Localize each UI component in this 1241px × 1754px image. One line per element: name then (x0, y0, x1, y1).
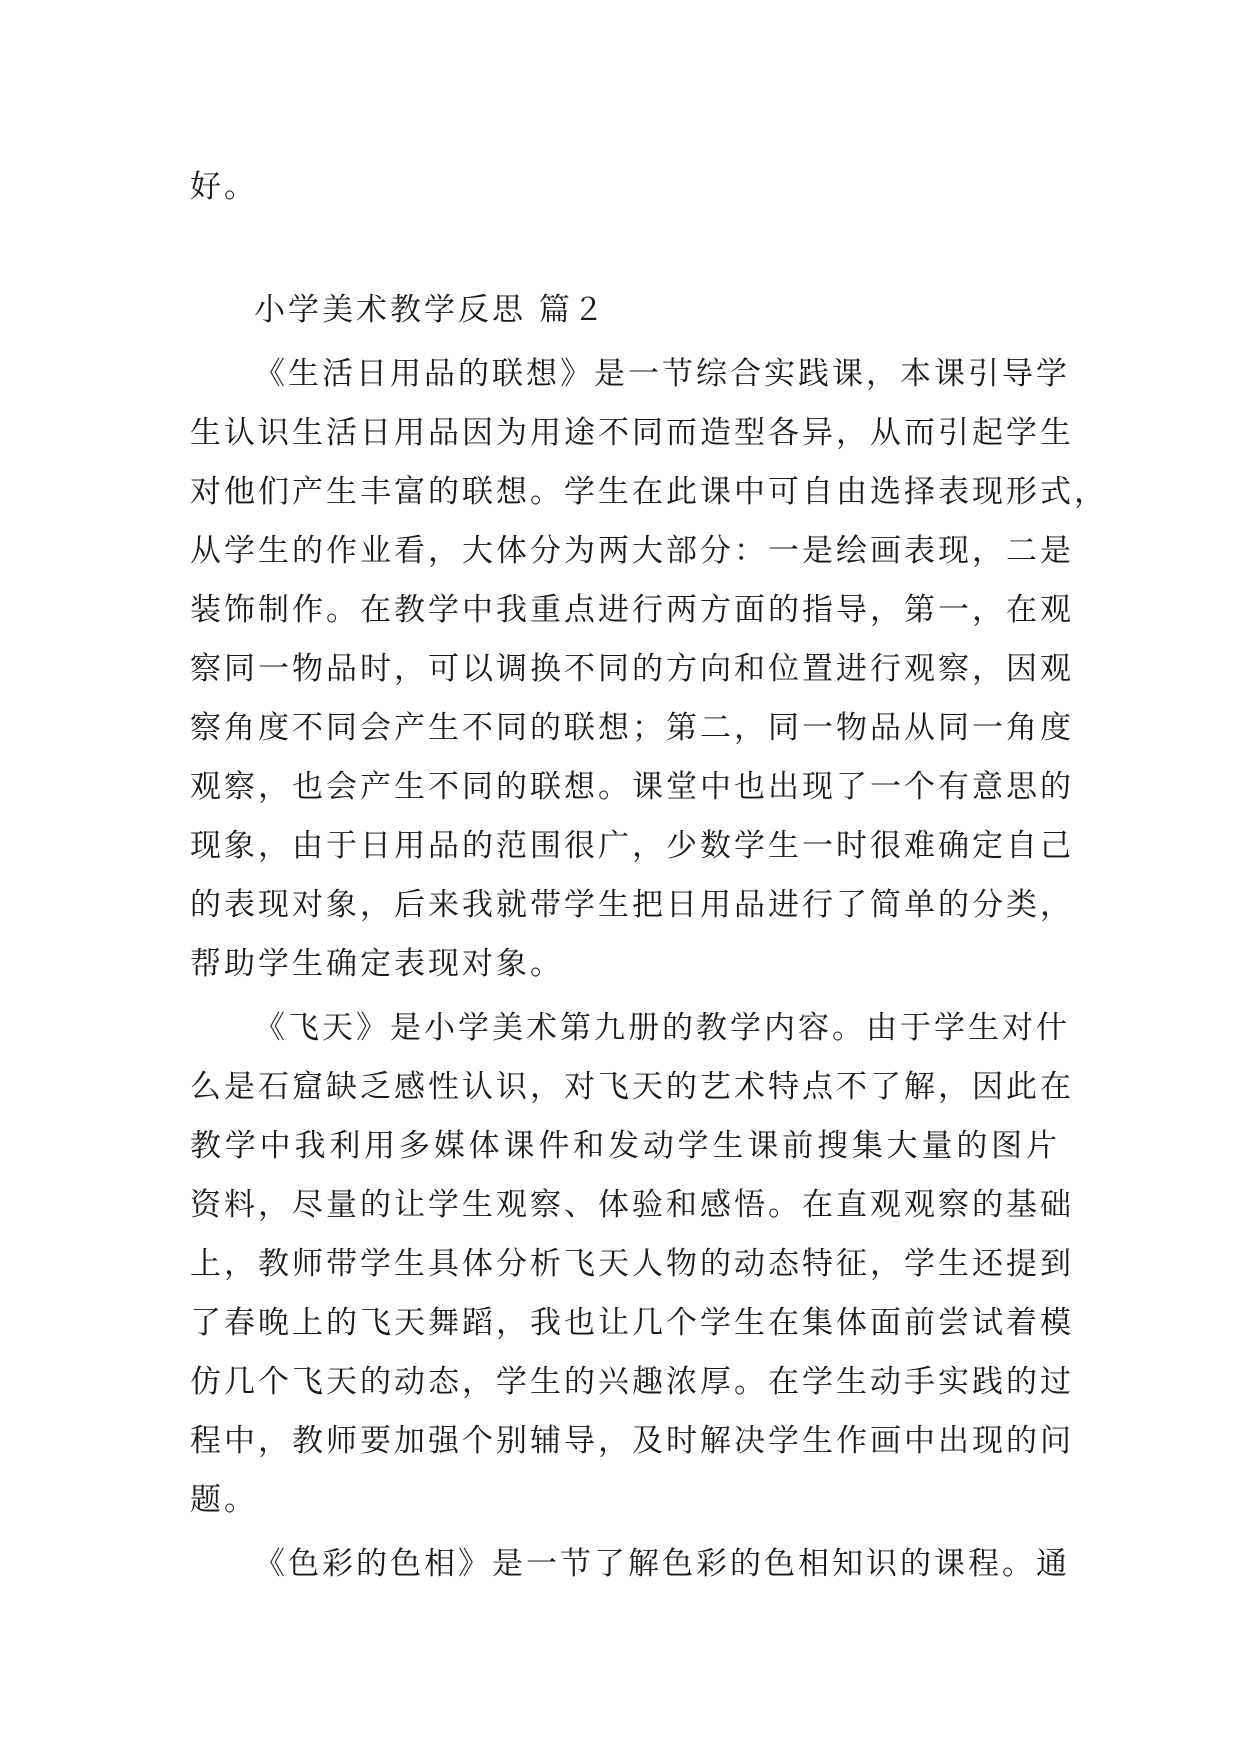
text-line: 《生活日用品的联想》是一节综合实践课，本课引导学 (254, 356, 1070, 392)
text-line: 资料，尽量的让学生观察、体验和感悟。在直观观察的基础 (190, 1187, 1074, 1223)
text-line: 题。 (190, 1482, 258, 1518)
text-line: 从学生的作业看，大体分为两大部分：一是绘画表现，二是 (190, 533, 1074, 569)
text-line: 程中，教师要加强个别辅导，及时解决学生作画中出现的问 (190, 1423, 1074, 1459)
document-body (190, 158, 1108, 1594)
text-line: 好。 (190, 169, 258, 205)
text-line: 的表现对象，后来我就带学生把日用品进行了简单的分类， (190, 887, 1074, 923)
section-heading: 小学美术教学反思 篇２ (254, 292, 607, 328)
text-line: 教学中我利用多媒体课件和发动学生课前搜集大量的图片 (190, 1128, 1060, 1164)
text-line: 《色彩的色相》是一节了解色彩的色相知识的课程。通 (254, 1546, 1070, 1582)
text-line: 了春晚上的飞天舞蹈，我也让几个学生在集体面前尝试着模 (190, 1305, 1074, 1341)
text-line: 帮助学生确定表现对象。 (190, 946, 564, 982)
text-line: 察角度不同会产生不同的联想；第二，同一物品从同一角度 (190, 710, 1074, 746)
text-line: 上，教师带学生具体分析飞天人物的动态特征，学生还提到 (190, 1246, 1074, 1282)
text-line: 《飞天》是小学美术第九册的教学内容。由于学生对什 (254, 1010, 1070, 1046)
paragraph-gap (190, 217, 1060, 281)
text-line: 察同一物品时，可以调换不同的方向和位置进行观察，因观 (190, 651, 1074, 687)
text-line: 生认识生活日用品因为用途不同而造型各异，从而引起学生 (190, 415, 1074, 451)
text-line: 对他们产生丰富的联想。学生在此课中可自由选择表现形式， (190, 474, 1108, 510)
text-line: 仿几个飞天的动态，学生的兴趣浓厚。在学生动手实践的过 (190, 1364, 1074, 1400)
text-line: 装饰制作。在教学中我重点进行两方面的指导，第一，在观 (190, 592, 1074, 628)
text-line: 么是石窟缺乏感性认识，对飞天的艺术特点不了解，因此在 (190, 1069, 1074, 1105)
text-line: 观察，也会产生不同的联想。课堂中也出现了一个有意思的 (190, 769, 1074, 805)
text-line: 现象，由于日用品的范围很广，少数学生一时很难确定自己 (190, 828, 1074, 864)
